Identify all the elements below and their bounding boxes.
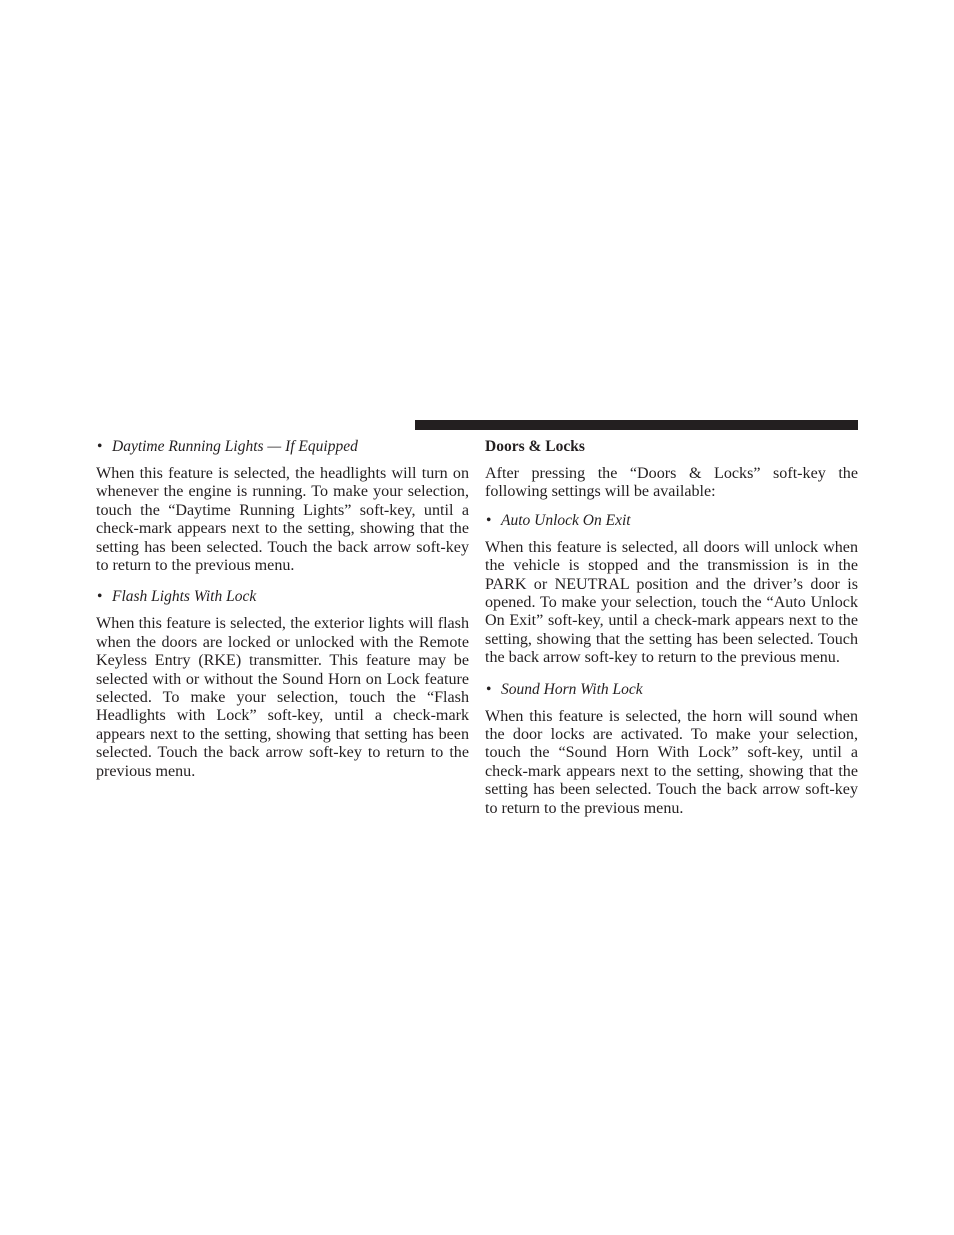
paragraph-sound-horn: When this feature is selected, the horn will sound when the door locks are activated. To make your selection, touch the “Sound Horn With Lock” soft-key, until a check-mark appears next to the setting, showing that the setting has been selected. Touch the back arrow soft-key to return to the previous menu. — [485, 707, 858, 817]
right-column — [485, 437, 858, 825]
bullet-heading-text: Daytime Running Lights — If Equipped — [112, 438, 358, 455]
bullet-icon: • — [97, 438, 103, 455]
section-title-doors-locks: Doors & Locks — [485, 438, 585, 455]
bullet-heading-daytime-running-lights — [96, 437, 469, 457]
left-column — [96, 437, 469, 788]
bullet-icon: • — [486, 680, 492, 698]
bullet-icon: • — [97, 588, 103, 606]
paragraph-daytime-running-lights: When this feature is selected, the headlights will turn on whenever the engine is running. To make your selection, touch the “Daytime Running Lights” soft-key, until a check-mark appears next to the setting, showing that the setting has been selected. Touch the back arrow soft-key to return to the previous menu. — [96, 465, 469, 575]
paragraph-doors-locks-intro: After pressing the “Doors & Locks” soft-key the following settings will be available: — [485, 465, 858, 501]
paragraph-flash-lights: When this feature is selected, the exterior lights will flash when the doors are locked or unlocked with the Remote Keyless Entry (RKE) transmitter. This feature may be selected with or without the Sound Horn on Lock feature selected. To make your selection, touch the “Flash Headlights with Lock” soft-key, until a check-mark appears next to the setting, showing that setting has been selected. Touch the back arrow soft-key to return to the previous menu. — [96, 615, 469, 780]
paragraph-auto-unlock: When this feature is selected, all doors will unlock when the vehicle is stopped and the transmission is in the PARK or NEUTRAL position and the driver’s door is opened. To make your selection, touch the “Auto Unlock On Exit” soft-key, until a check-mark appears next to the setting, showing that the setting has been selected. Touch the back arrow soft-key to return to the previous menu. — [485, 538, 858, 667]
bullet-icon: • — [486, 511, 492, 529]
bullet-heading-sound-horn — [485, 680, 858, 700]
bullet-heading-auto-unlock — [485, 511, 858, 531]
bullet-heading-flash-lights — [96, 587, 469, 607]
bullet-heading-text: Sound Horn With Lock — [501, 680, 643, 698]
header-rule — [415, 420, 858, 430]
bullet-heading-text: Flash Lights With Lock — [112, 588, 257, 606]
bullet-heading-text: Auto Unlock On Exit — [501, 511, 631, 529]
